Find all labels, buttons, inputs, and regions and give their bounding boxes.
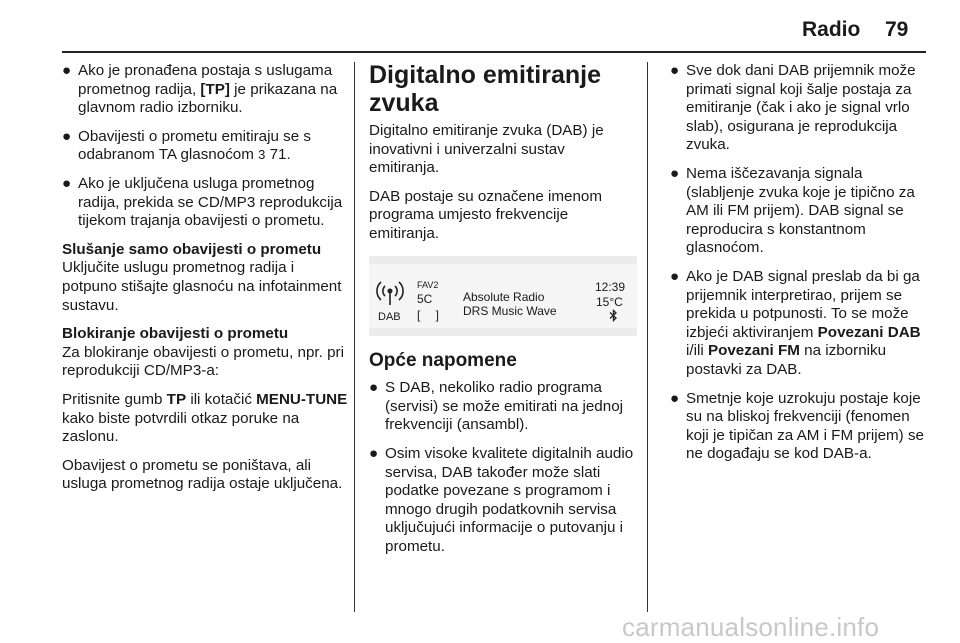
- block-text: Za blokiranje obavijesti o prometu, npr. pri reprodukciji CD/MP3-a:: [62, 343, 344, 380]
- channel-label: 5C: [417, 291, 433, 306]
- text-run: Sve dok dani DAB prijemnik može primati signal koji šalje postaja za emitiranje (čak i ako je signal vrlo slab), osigurana je reprodukcija zvuka.: [686, 62, 916, 154]
- bold-term: Povezani DAB: [817, 323, 921, 341]
- text-run: je prikazana na glavnom radio izborniku.: [78, 80, 338, 117]
- page-number: 79: [885, 18, 909, 41]
- bullet-text: [686, 62, 932, 155]
- text-run: Obavijesti o prometu emitiraju se s odabranom TA glasnoćom: [78, 127, 311, 164]
- section-title: Digitalno emitiranje zvuka: [369, 61, 601, 117]
- text-run: 71.: [265, 146, 291, 164]
- rds-text: DRS Music Wave: [463, 303, 557, 318]
- text-run: Smetnje koje uzrokuju postaje koje su na bliskoj frekvenciji (fenomen koji je tipičan za AM i FM prijem) se ne događaju se kod DAB-a.: [686, 389, 925, 463]
- bullet-icon: ●: [670, 389, 680, 407]
- favourite-label: FAV2: [417, 279, 439, 290]
- temperature: 15°C: [596, 294, 623, 309]
- text-run: na izborniku postavki za DAB.: [686, 342, 887, 378]
- text-run: i/ili: [686, 342, 708, 360]
- bold-term: Povezani FM: [707, 342, 800, 360]
- header-rule: [62, 51, 926, 53]
- column-middle: [369, 62, 637, 567]
- clock: 12:39: [595, 279, 626, 294]
- bullet-icon: ●: [670, 267, 680, 285]
- bullet-list: [369, 379, 637, 556]
- text-run: Ako je pronađena postaja s uslugama prometnog radija,: [78, 62, 333, 98]
- bullet-text: [686, 390, 932, 464]
- bold-term: TP: [166, 390, 187, 408]
- bullet-icon: ●: [670, 62, 680, 79]
- text-run: Pritisnite gumb: [62, 390, 167, 408]
- bullet-text: S DAB, nekoliko radio programa (servisi) se može emitirati na jednoj frekvenciji (ansambl).: [385, 379, 624, 434]
- dab-label: DAB: [378, 310, 401, 323]
- text-run: Ako je uključena usluga prometnog radija, prekida se CD/MP3 reprodukcija tijekom trajanja obavijesti o prometu.: [78, 174, 343, 230]
- list-item: [62, 62, 350, 118]
- list-item: [369, 379, 637, 435]
- bluetooth-icon: [609, 309, 618, 322]
- listen-heading: Slušanje samo obavijesti o prometu: [62, 240, 322, 258]
- cancel-text: Obavijest o prometu se poništava, ali usluga prometnog radija ostaje uključena.: [62, 456, 343, 493]
- text-run: Nema iščezavanja signala (slabljenje zvuka koje je tipično za AM ili FM prijem). DAB signal se reproducira s konstantnom glasnoćom.: [686, 164, 915, 257]
- text-run: ili kotačić: [186, 390, 257, 408]
- bullet-text: Osim visoke kvalitete digitalnih audio servisa, DAB također može slati podatke povezane s programom i mnogo drugih podatkovnih servisa uključujući informacije o putovanju i prometu.: [385, 444, 634, 555]
- text-run: Ako je DAB signal preslab da bi ga prijemnik interpretirao, prijem se prekida u potpunosti. To se može izbjeći aktiviranjem: [686, 267, 920, 341]
- bullet-list: [670, 62, 932, 464]
- bullet-text: [78, 128, 350, 165]
- bullet-text: [78, 62, 350, 118]
- bullet-icon: ●: [62, 174, 72, 192]
- antenna-icon: [375, 276, 405, 306]
- bold-term: [TP]: [200, 80, 230, 98]
- column-divider: [354, 62, 355, 612]
- bullet-icon: ●: [369, 379, 379, 397]
- bullet-icon: ●: [670, 164, 680, 182]
- column-right: [670, 62, 932, 474]
- list-item: [670, 390, 932, 464]
- bullet-text: [686, 165, 932, 258]
- intro-paragraph: DAB postaje su označene imenom programa umjesto frekvencije emitiranja.: [369, 187, 603, 242]
- bold-term: MENU-TUNE: [256, 390, 348, 408]
- display-screen: [369, 264, 637, 328]
- bullet-list: [62, 62, 350, 231]
- list-item: [670, 268, 932, 380]
- text-run: kako biste potvrdili otkaz poruke na zaslonu.: [62, 409, 300, 446]
- intro-paragraph: Digitalno emitiranje zvuka (DAB) je inovativni i univerzalni sustav emitiranja.: [369, 122, 604, 177]
- block-heading: Blokiranje obavijesti o prometu: [62, 325, 289, 343]
- subheading: Opće napomene: [369, 349, 517, 371]
- list-item: [62, 128, 350, 165]
- bullet-icon: ●: [369, 444, 379, 462]
- radio-display-image: [369, 256, 637, 336]
- column-divider: [647, 62, 648, 612]
- page-reference-icon: 3: [258, 147, 266, 163]
- list-item: [670, 165, 932, 258]
- bullet-icon: ●: [62, 62, 72, 79]
- press-instruction: [62, 391, 350, 447]
- page-section-title: Radio: [802, 18, 861, 41]
- list-item: [62, 175, 350, 231]
- station-name: Absolute Radio: [463, 289, 545, 304]
- bullet-text: [78, 175, 350, 231]
- listen-text: Uključite uslugu prometnog radija i potpuno stišajte glasnoću na infotainment sustavu.: [62, 259, 342, 314]
- column-left: [62, 62, 350, 504]
- list-item: [369, 445, 637, 557]
- bullet-icon: ●: [62, 127, 72, 145]
- brackets-label: [ ]: [417, 307, 446, 322]
- watermark: carmanualsonline.info: [622, 612, 880, 642]
- bullet-text: [686, 268, 932, 380]
- list-item: [670, 62, 932, 155]
